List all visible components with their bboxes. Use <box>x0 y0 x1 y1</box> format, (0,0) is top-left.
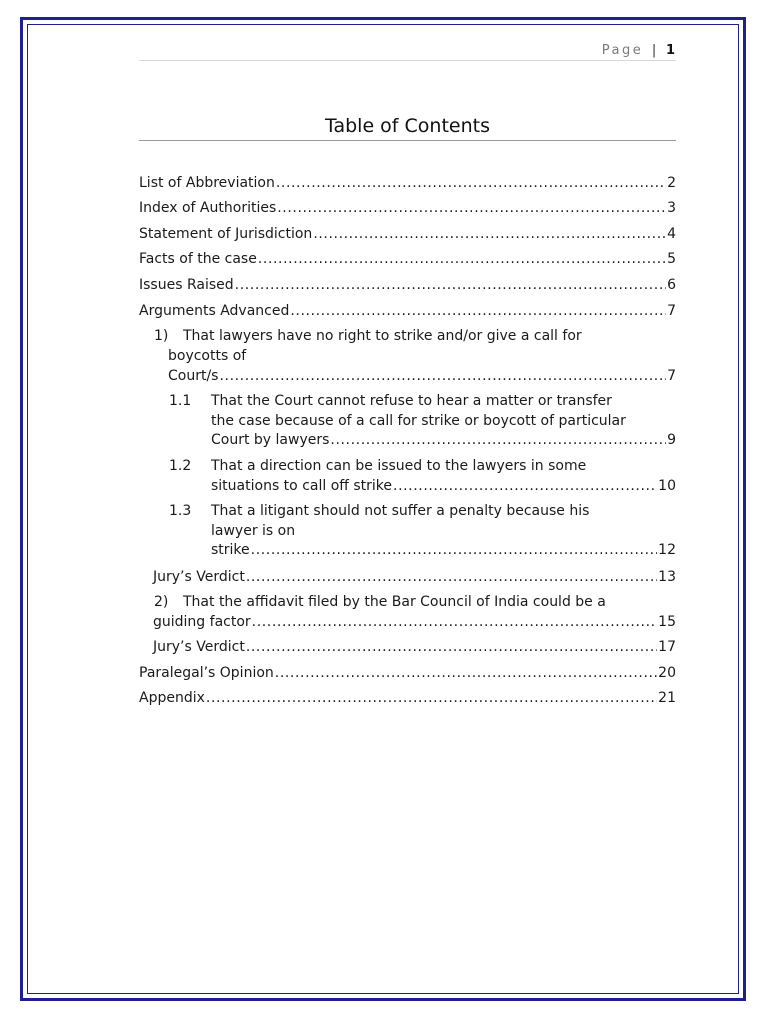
toc-entry-text: Court/s <box>168 368 219 384</box>
toc-subentry-text[interactable]: That a litigant should not suffer a penalty because his <box>211 503 590 519</box>
toc-subentry[interactable] <box>211 540 676 560</box>
toc-entry[interactable] <box>139 173 676 193</box>
page-number: 1 <box>665 43 675 58</box>
page-separator: | <box>651 43 657 58</box>
toc-entry-page: 2 <box>667 175 676 191</box>
page-label: Page <box>601 43 644 58</box>
toc-entry-page: 12 <box>658 542 676 558</box>
toc-subentry-text[interactable]: lawyer is on <box>211 523 296 539</box>
toc-entry-page: 7 <box>667 303 676 319</box>
dot-leader <box>393 476 657 496</box>
toc-subentry-number: 1.3 <box>169 503 192 519</box>
toc-entry-page: 15 <box>658 614 676 630</box>
dot-leader <box>246 567 657 587</box>
dot-leader <box>276 173 666 193</box>
toc-entry-text: Jury’s Verdict <box>153 569 245 585</box>
toc-entry-text: Appendix <box>139 690 205 706</box>
dot-leader <box>258 249 666 269</box>
toc-entry[interactable] <box>139 688 676 708</box>
dot-leader <box>290 301 666 321</box>
toc-entry-page: 21 <box>658 690 676 706</box>
dot-leader <box>235 275 666 295</box>
toc-entry-page: 20 <box>658 665 676 681</box>
toc-subentry-text[interactable]: That the Court cannot refuse to hear a matter or transfer <box>211 393 612 409</box>
toc-entry[interactable] <box>139 224 676 244</box>
dot-leader <box>275 663 657 683</box>
toc-entry-text: Court by lawyers <box>211 432 330 448</box>
toc-subentry[interactable] <box>211 476 676 496</box>
page-title: Table of Contents <box>325 115 490 137</box>
toc-entry-text: Facts of the case <box>139 251 257 267</box>
dot-leader <box>206 688 657 708</box>
dot-leader <box>330 430 666 450</box>
toc-entry-page: 17 <box>658 639 676 655</box>
toc-entry-text: Issues Raised <box>139 277 234 293</box>
toc-entry-text: Index of Authorities <box>139 200 277 216</box>
toc-entry-page: 10 <box>658 478 676 494</box>
dot-leader <box>252 612 658 632</box>
toc-entry-text: Jury’s Verdict <box>153 639 245 655</box>
toc-entry-text: guiding factor <box>153 614 251 630</box>
toc-entry-page: 5 <box>667 251 676 267</box>
toc-subentry[interactable] <box>153 637 676 657</box>
toc-entry-page: 9 <box>667 432 676 448</box>
toc-entry-page: 7 <box>667 368 676 384</box>
toc-entry-page: 13 <box>658 569 676 585</box>
toc-subentry[interactable] <box>168 366 676 386</box>
dot-leader <box>277 198 666 218</box>
toc-entry-page: 4 <box>667 226 676 242</box>
toc-entry[interactable] <box>139 663 676 683</box>
toc-subentry-text[interactable]: That the affidavit filed by the Bar Council of India could be a <box>183 594 606 610</box>
toc-subentry-text[interactable]: the case because of a call for strike or boycott of particular <box>211 413 626 429</box>
dot-leader <box>246 637 657 657</box>
toc-subentry-text[interactable]: boycotts of <box>168 348 247 364</box>
toc-subentry[interactable] <box>153 567 676 587</box>
toc-entry-text: Statement of Jurisdiction <box>139 226 313 242</box>
toc-subentry[interactable] <box>153 612 676 632</box>
toc-subentry-number: 1) <box>154 328 169 344</box>
toc-entry[interactable] <box>139 301 676 321</box>
toc-entry[interactable] <box>139 275 676 295</box>
toc-entry[interactable] <box>139 198 676 218</box>
toc-entry-text: Paralegal’s Opinion <box>139 665 274 681</box>
page-header <box>602 43 675 58</box>
toc-subentry-number: 1.1 <box>169 393 192 409</box>
title-rule <box>139 140 676 141</box>
toc-entry-text: Arguments Advanced <box>139 303 290 319</box>
toc-subentry-text[interactable]: That a direction can be issued to the lawyers in some <box>211 458 587 474</box>
toc-entry[interactable] <box>139 249 676 269</box>
toc-entry-page: 6 <box>667 277 676 293</box>
toc-subentry-number: 1.2 <box>169 458 192 474</box>
toc-entry-text: strike <box>211 542 250 558</box>
toc-entry-text: situations to call off strike <box>211 478 393 494</box>
toc-entry-page: 3 <box>667 200 676 216</box>
toc-subentry-text[interactable]: That lawyers have no right to strike and/or give a call for <box>183 328 582 344</box>
toc-subentry[interactable] <box>211 430 676 450</box>
toc-entry-text: List of Abbreviation <box>139 175 275 191</box>
dot-leader <box>251 540 658 560</box>
dot-leader <box>219 366 666 386</box>
dot-leader <box>313 224 666 244</box>
header-rule <box>139 60 676 61</box>
toc-subentry-number: 2) <box>154 594 169 610</box>
